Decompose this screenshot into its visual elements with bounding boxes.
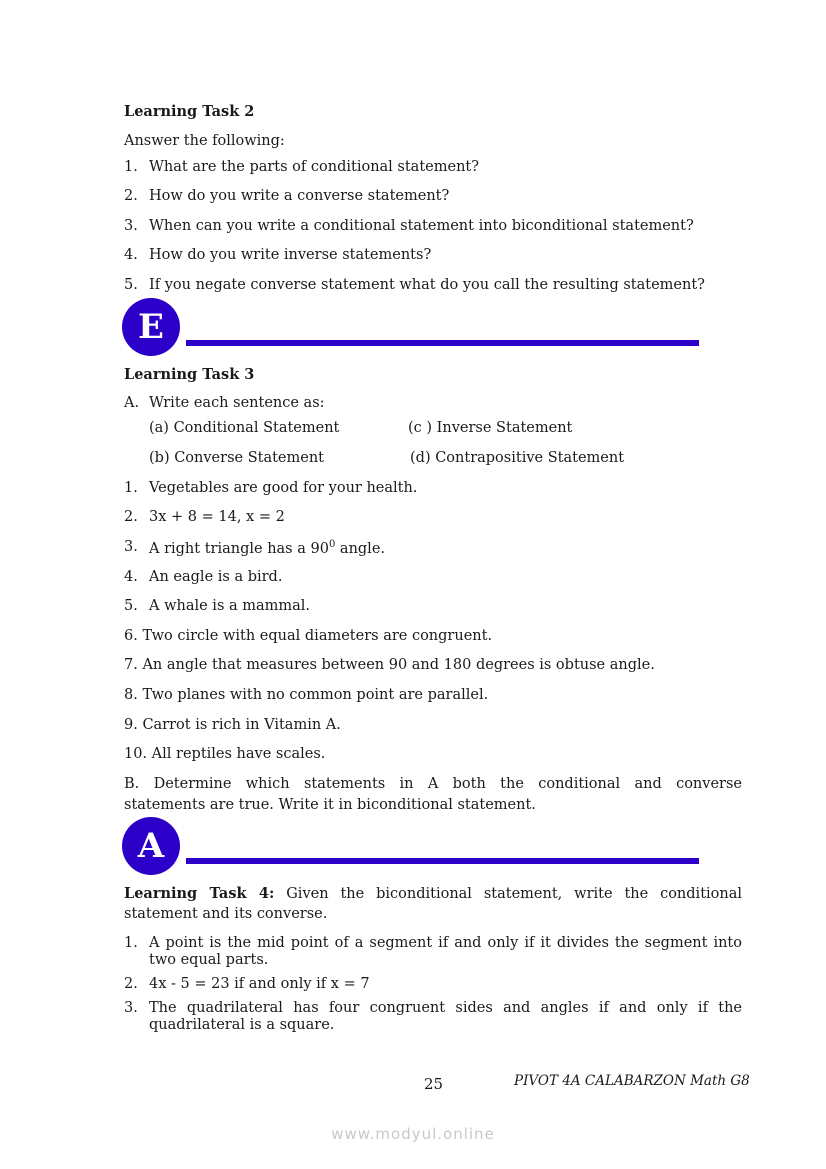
item-text: 3x + 8 = 14, x = 2 bbox=[149, 509, 285, 525]
item-text-continued: quadrilateral is a square. bbox=[149, 1017, 335, 1033]
watermark: www.modyul.online bbox=[331, 1125, 495, 1143]
item-text: A point is the mid point of a segment if and only if it divides the segment into bbox=[149, 935, 742, 951]
list-item: 10. All reptiles have scales. bbox=[124, 746, 326, 762]
item-number: 5. bbox=[124, 277, 138, 293]
task3-part-a-text: Write each sentence as: bbox=[149, 395, 325, 411]
option-conditional: (a) Conditional Statement bbox=[149, 420, 340, 436]
item-number: 3. bbox=[124, 1000, 138, 1016]
item-text: When can you write a conditional statement into biconditional statement? bbox=[149, 218, 694, 234]
task4-intro-line2: statement and its converse. bbox=[124, 906, 328, 922]
task4-title: Learning Task 4: bbox=[124, 885, 275, 902]
section-a-badge: A bbox=[122, 817, 180, 875]
list-item: 7. An angle that measures between 90 and 180 degrees is obtuse angle. bbox=[124, 657, 655, 673]
task3-part-b-line1: B. Determine which statements in A both the conditional and converse bbox=[124, 776, 742, 792]
task3-part-b-line2: statements are true. Write it in biconditional statement. bbox=[124, 797, 536, 813]
item-text: 4x - 5 = 23 if and only if x = 7 bbox=[149, 976, 370, 992]
list-item: 8. Two planes with no common point are parallel. bbox=[124, 687, 489, 703]
list-item: 9. Carrot is rich in Vitamin A. bbox=[124, 717, 341, 733]
list-item: 6. Two circle with equal diameters are congruent. bbox=[124, 628, 493, 644]
item-text bbox=[149, 539, 385, 557]
page-number: 25 bbox=[424, 1075, 444, 1093]
section-e-badge: E bbox=[122, 298, 180, 356]
item-number: 3. bbox=[124, 539, 138, 555]
option-converse: (b) Converse Statement bbox=[149, 450, 325, 466]
section-a-divider bbox=[186, 858, 699, 864]
item-number: 1. bbox=[124, 935, 138, 951]
item-number: 2. bbox=[124, 509, 138, 525]
item-text: How do you write inverse statements? bbox=[149, 247, 432, 263]
task4-intro-line1 bbox=[124, 885, 742, 902]
footer-title: PIVOT 4A CALABARZON Math G8 bbox=[514, 1073, 750, 1089]
task4-intro: Given the biconditional statement, write the conditional bbox=[286, 886, 743, 902]
option-contrapositive: (d) Contrapositive Statement bbox=[410, 450, 625, 466]
item-number: 2. bbox=[124, 188, 138, 204]
item-number: 1. bbox=[124, 480, 138, 496]
task2-title: Learning Task 2 bbox=[124, 103, 255, 120]
superscript: 0 bbox=[328, 539, 336, 550]
item-text: A whale is a mammal. bbox=[149, 598, 311, 614]
item-text: How do you write a converse statement? bbox=[149, 188, 450, 204]
item-number: 4. bbox=[124, 569, 138, 585]
item-number: 1. bbox=[124, 159, 138, 175]
task2-intro: Answer the following: bbox=[124, 133, 285, 149]
item-text: What are the parts of conditional statement? bbox=[149, 159, 480, 175]
option-inverse: (c ) Inverse Statement bbox=[408, 420, 573, 436]
item-text: The quadrilateral has four congruent sides and angles if and only if the bbox=[149, 1000, 742, 1016]
item-number: 4. bbox=[124, 247, 138, 263]
item-text-part: A right triangle has a 90 bbox=[149, 540, 329, 557]
section-e-divider bbox=[186, 340, 699, 346]
item-text: An eagle is a bird. bbox=[149, 569, 283, 585]
item-text-continued: two equal parts. bbox=[149, 952, 269, 968]
item-text: If you negate converse statement what do you call the resulting statement? bbox=[149, 277, 705, 293]
item-text-part: angle. bbox=[335, 540, 386, 557]
item-text: Vegetables are good for your health. bbox=[149, 480, 418, 496]
item-number: 5. bbox=[124, 598, 138, 614]
task3-title: Learning Task 3 bbox=[124, 366, 255, 383]
task3-part-a-label: A. bbox=[124, 395, 140, 411]
item-number: 2. bbox=[124, 976, 138, 992]
item-number: 3. bbox=[124, 218, 138, 234]
